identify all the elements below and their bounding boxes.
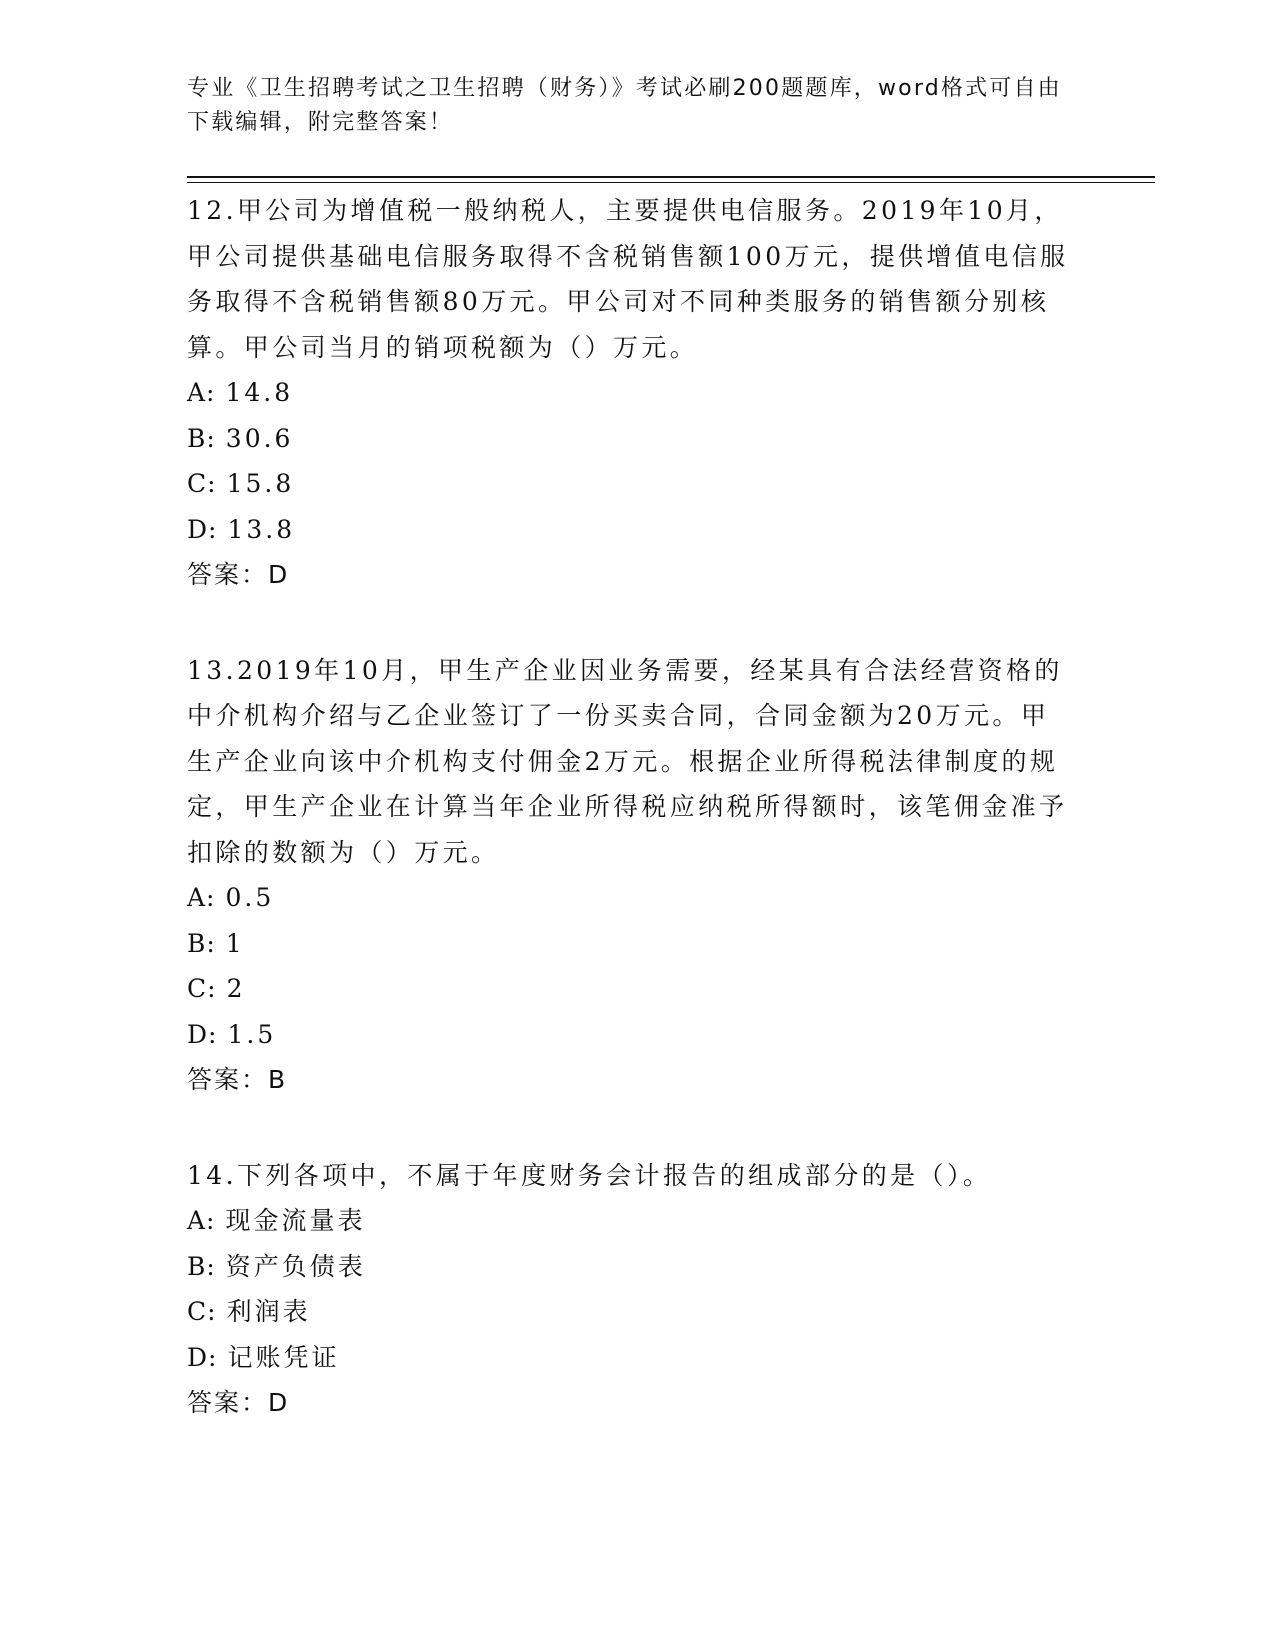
option-a [187,1198,1077,1244]
option-letter: A: [187,378,216,407]
option-value: 记账凭证 [227,1342,340,1372]
option-letter: B: [187,1251,216,1281]
option-value: 1.5 [227,1019,277,1049]
option-letter: A: [187,1206,216,1235]
option-value: 30.6 [225,423,294,453]
option-letter: B: [187,928,216,958]
answer-line: 答案：D [187,560,290,589]
option-d [187,1335,1077,1381]
answer-line: 答案：B [187,1065,288,1094]
option-value: 现金流量表 [225,1206,366,1235]
option-value: 15.8 [226,469,295,498]
option-c [187,1289,1077,1335]
option-b [187,921,1077,967]
option-letter: C: [187,1297,217,1326]
option-value: 0.5 [225,883,275,912]
question-14 [187,1153,1077,1426]
option-letter: C: [187,469,217,498]
option-value: 资产负债表 [225,1251,366,1281]
option-letter: A: [187,883,216,912]
option-value: 14.8 [225,378,294,407]
option-c [187,966,1077,1012]
answer-line: 答案：D [187,1388,290,1417]
option-b [187,1244,1077,1290]
question-stem: 13.2019年10月，甲生产企业因业务需要，经某具有合法经营资格的中介机构介绍与乙企业签订了一份买卖合同，合同金额为20万元。甲生产企业向该中介机构支付佣金2万元。根据企业所得税法律制度的规定，甲生产企业在计算当年企业所得税应纳税所得额时，该笔佣金准予扣除的数额为（）万元。 [187,655,1068,867]
header-divider-thick [187,176,1155,178]
option-d [187,1012,1077,1058]
option-letter: D: [187,1019,218,1049]
option-letter: D: [187,1342,218,1372]
option-letter: C: [187,974,217,1003]
option-letter: B: [187,423,216,453]
option-a [187,875,1077,921]
option-a [187,370,1077,416]
question-stem: 12.甲公司为增值税一般纳税人，主要提供电信服务。2019年10月，甲公司提供基础电信服务取得不含税销售额100万元，提供增值电信服务取得不含税销售额80万元。甲公司对不同种类服务的销售额分别核算。甲公司当月的销项税额为（）万元。 [187,196,1069,362]
question-13 [187,648,1077,1103]
option-letter: D: [187,514,218,544]
option-value: 13.8 [227,514,296,544]
option-b [187,416,1077,462]
question-list [187,188,1077,1426]
option-value: 1 [225,928,245,958]
option-d [187,507,1077,553]
option-value: 2 [226,974,246,1003]
option-c [187,461,1077,507]
question-12 [187,188,1077,598]
option-value: 利润表 [226,1297,311,1326]
header-divider-thin [187,182,1155,183]
document-header: 专业《卫生招聘考试之卫生招聘（财务）》考试必刷200题题库，word格式可自由下载编辑，附完整答案！ [187,76,1062,135]
question-stem: 14.下列各项中，不属于年度财务会计报告的组成部分的是（）。 [187,1160,992,1190]
